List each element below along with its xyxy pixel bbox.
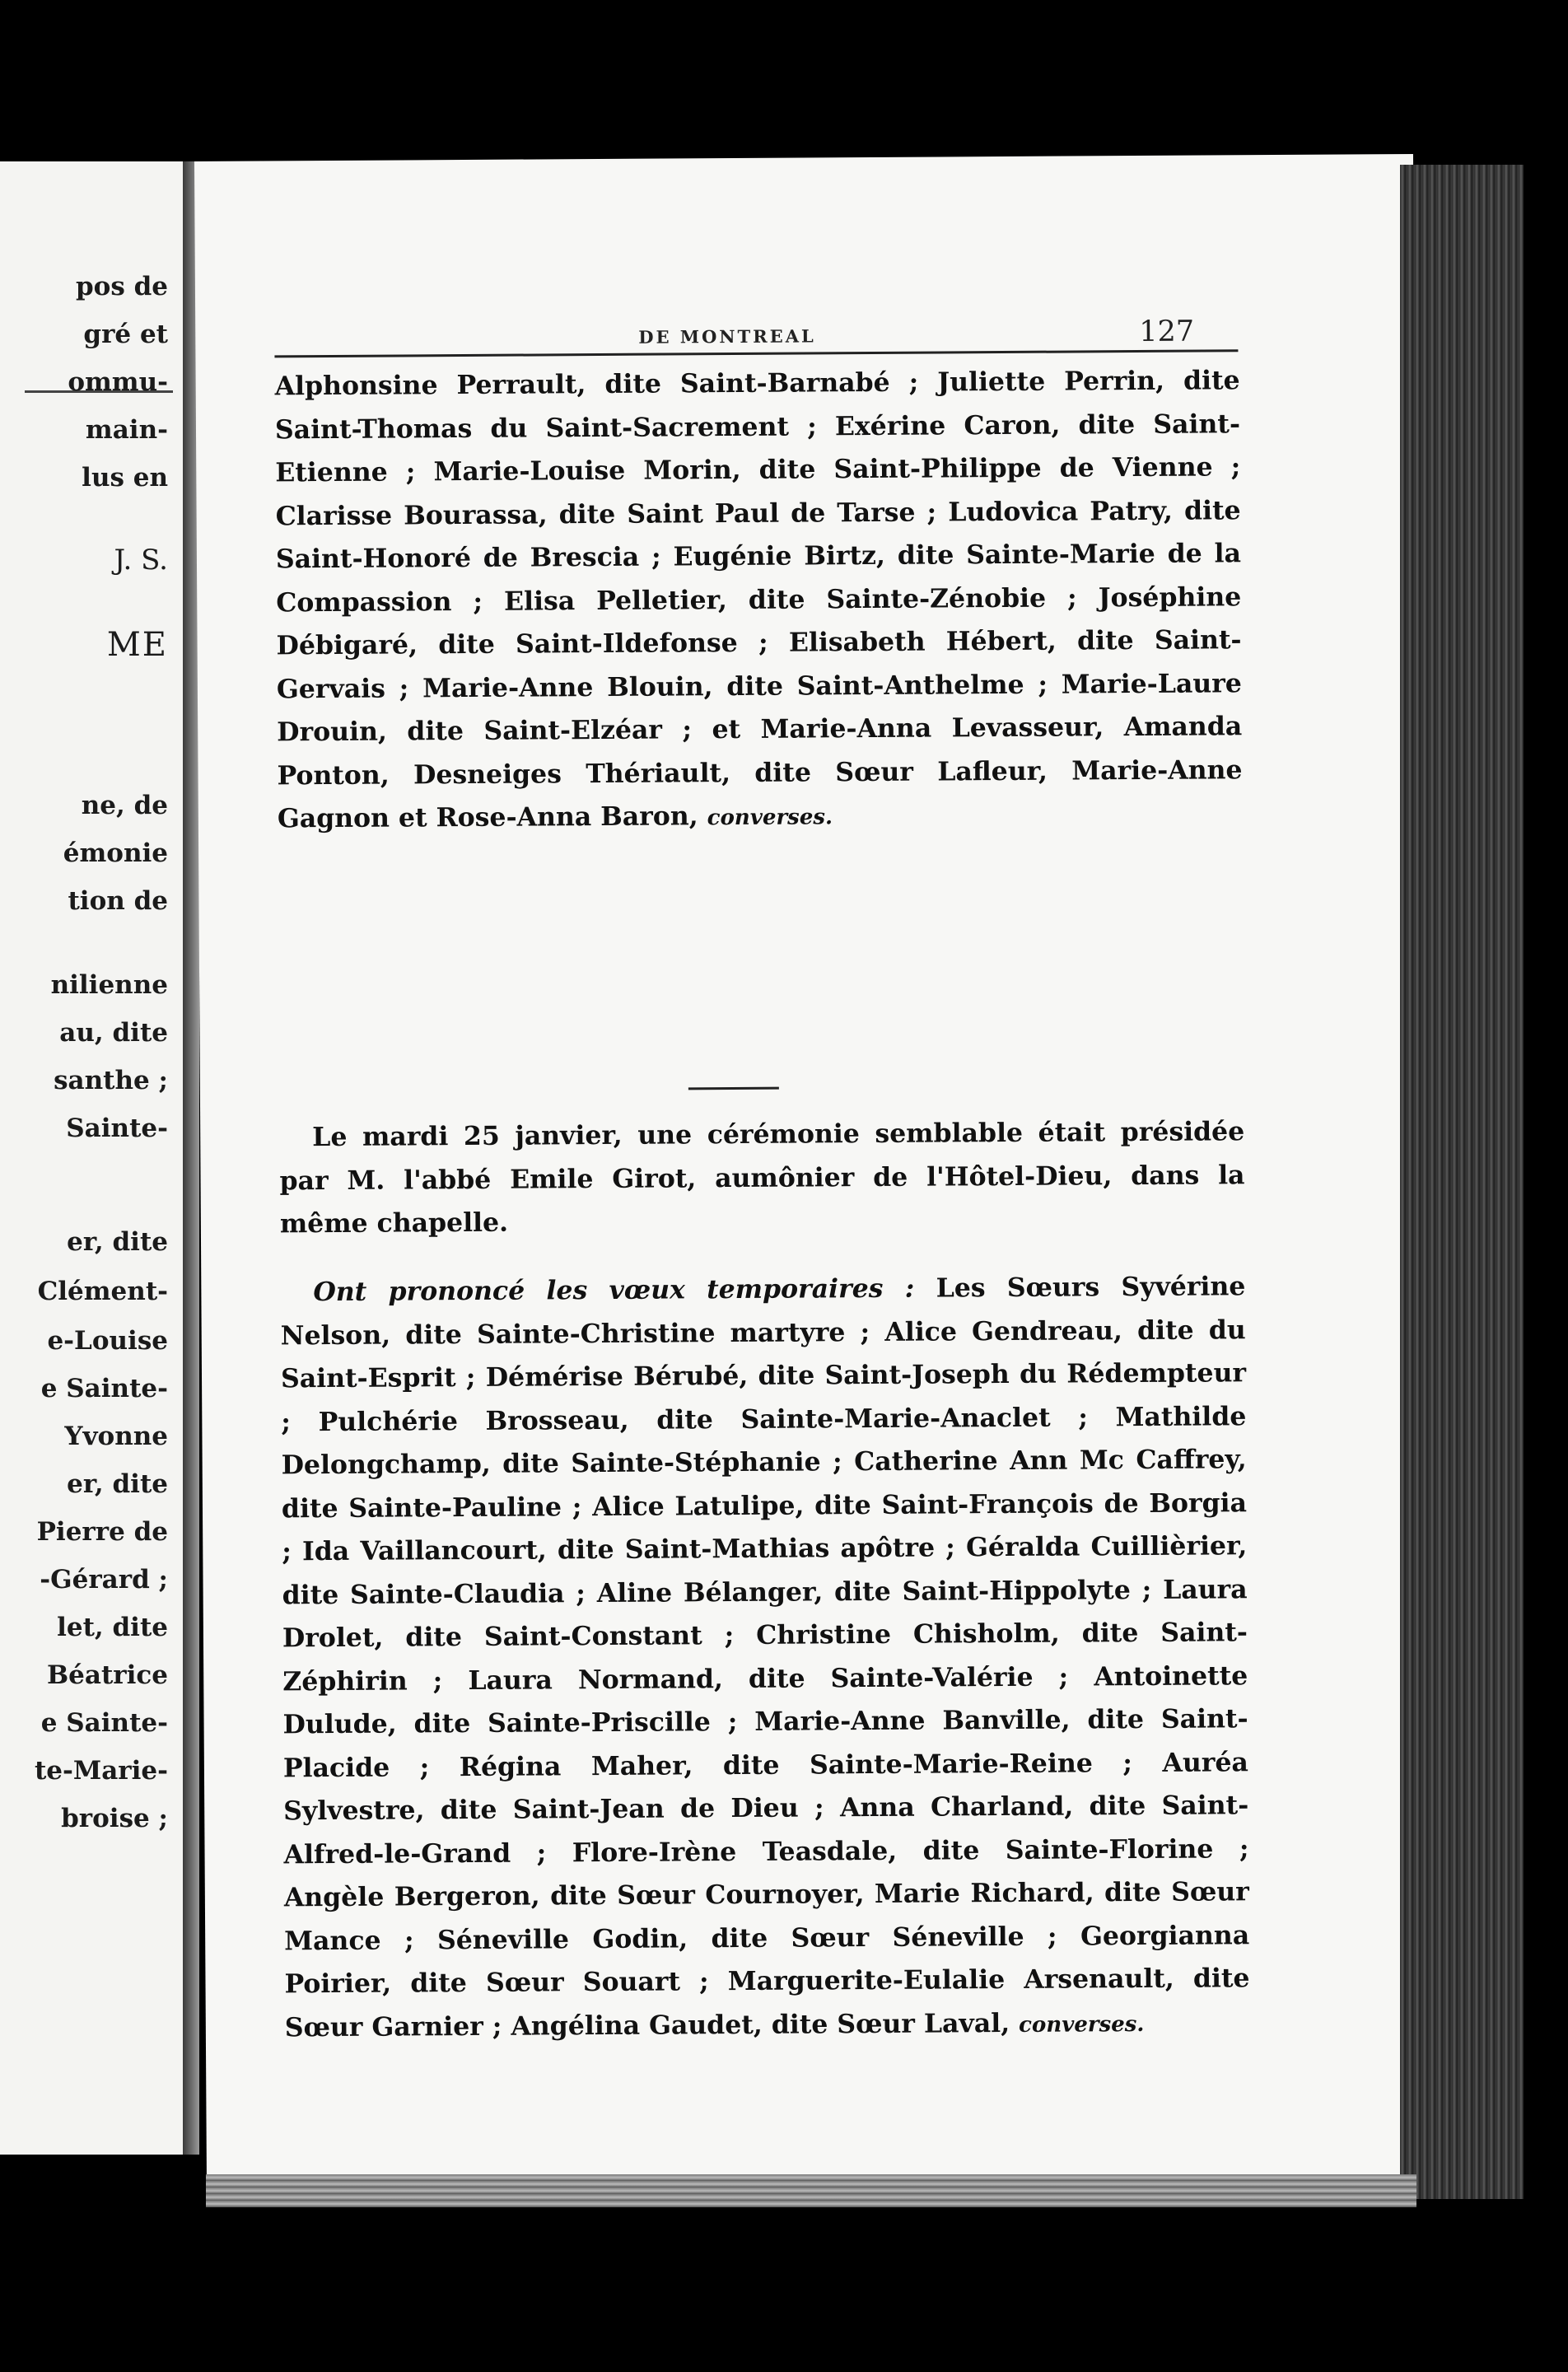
left-page-line: Béatrice <box>46 1660 168 1690</box>
left-page-line: e Sainte- <box>40 1374 168 1403</box>
left-page-line: émonie <box>63 838 168 868</box>
left-page-line: lus en <box>82 463 168 493</box>
paragraph-1-tail: converses. <box>707 805 833 831</box>
running-title: DE MONTREAL <box>638 325 816 348</box>
paragraph-3-text: Les Sœurs Syvérine Nelson, dite Sainte-Christine martyre ; Alice Gendreau, dite du Saint-Esprit ; Démérise Bérubé, dite Saint-Joseph du Rédempteur ; Pulchérie Brosseau, dite Sainte-Marie-Anaclet ; Mathilde Delongchamp, dite Sainte-Stéphanie ; Catherine Ann Mc Caffrey, dite Sainte-Pauline ; Alice Latulipe, dite Saint-François de Borgia ; Ida Vaillancourt, dite Saint-Mathias apôtre ; Géralda Cuillièrier, dite Sainte-Claudia ; Aline Bélanger, dite Saint-Hippolyte ; Laura Drolet, dite Saint-Constant ; Christine Chisholm, dite Saint-Zéphirin ; Laura Normand, dite Sainte-Valérie ; Antoinette Dulude, dite Sainte-Priscille ; Marie-Anne Banville, dite Saint-Placide ; Régina Maher, dite Sainte-Marie-Reine ; Auréa Sylvestre, dite Saint-Jean de Dieu ; Anna Charland, dite Saint-Alfred-le-Grand ; Flore-Irène Teasdale, dite Sainte-Florine ; Angèle Bergeron, dite Sœur Cournoyer, Marie Richard, dite Sœur Mance ; Séneville Godin, dite Sœur Séneville ; Georgianna Poirier, dite Sœur Souart ; Marguerite-Eulalie Arsenault, dite Sœur Garnier ; Angélina Gaudet, dite Sœur Laval, <box>280 1271 1250 2043</box>
left-page-line: Clément- <box>37 1277 168 1306</box>
page-bottom-edge <box>206 2174 1416 2207</box>
left-page-line: er, dite <box>67 1227 168 1257</box>
paragraph-1 <box>275 359 1244 843</box>
book-page <box>194 154 1426 2196</box>
left-page-line: e-Louise <box>47 1326 168 1356</box>
paragraph-2-text: Le mardi 25 janvier, une cérémonie semblable était présidée par M. l'abbé Emile Girot, aumônier de l'Hôtel-Dieu, dans la même chapelle. <box>279 1116 1245 1240</box>
left-page-line: te-Marie- <box>34 1756 168 1786</box>
left-page-line: Sainte- <box>66 1114 168 1143</box>
left-page-line: -Gérard ; <box>40 1565 168 1595</box>
left-page-line: e Sainte- <box>40 1708 168 1738</box>
left-page-line: broise ; <box>61 1804 168 1833</box>
page-edges <box>1400 165 1524 2199</box>
left-page-line: nilienne <box>50 970 168 1000</box>
left-page-line: Yvonne <box>64 1422 168 1451</box>
paragraph-3-tail: converses. <box>1019 2011 1145 2038</box>
paragraph-1-text: Alphonsine Perrault, dite Saint-Barnabé ; Juliette Perrin, dite Saint-Thomas du Saint-Sacrement ; Exérine Caron, dite Saint-Etienne ; Marie-Louise Morin, dite Saint-Philippe de Vienne ; Clarisse Bourassa, dite Saint Paul de Tarse ; Ludovica Patry, dite Saint-Honoré de Brescia ; Eugénie Birtz, dite Sainte-Marie de la Compassion ; Elisa Pelletier, dite Sainte-Zénobie ; Joséphine Débigaré, dite Saint-Ildefonse ; Elisabeth Hébert, dite Saint-Gervais ; Marie-Anne Blouin, dite Saint-Anthelme ; Marie-Laure Drouin, dite Saint-Elzéar ; et Marie-Anna Levasseur, Amanda Ponton, Desneiges Thériault, dite Sœur Lafleur, Marie-Anne Gagnon et Rose-Anna Baron, <box>274 365 1243 834</box>
left-page-line: let, dite <box>57 1613 168 1642</box>
left-page-line: J. S. <box>114 544 168 577</box>
paragraph-3 <box>280 1265 1250 2051</box>
left-page-line: main- <box>85 415 168 445</box>
left-page-line: tion de <box>68 886 168 916</box>
left-page-line: pos de <box>76 272 168 301</box>
left-page-line: au, dite <box>59 1018 168 1048</box>
paragraph-2 <box>279 1110 1245 1246</box>
left-page-line: Pierre de <box>36 1517 168 1547</box>
left-page-line: ME <box>106 626 168 664</box>
paragraph-3-lead: Ont prononcé les vœux temporaires : <box>313 1272 915 1308</box>
left-page-line: santhe ; <box>54 1066 168 1095</box>
section-separator <box>688 1087 779 1090</box>
left-page-line: ne, de <box>81 791 168 820</box>
left-page-line: ommu- <box>68 367 168 397</box>
page-number: 127 <box>1139 315 1195 348</box>
left-page-line: gré et <box>83 320 168 349</box>
left-page-line: er, dite <box>67 1469 168 1499</box>
left-facing-page <box>0 161 188 2155</box>
